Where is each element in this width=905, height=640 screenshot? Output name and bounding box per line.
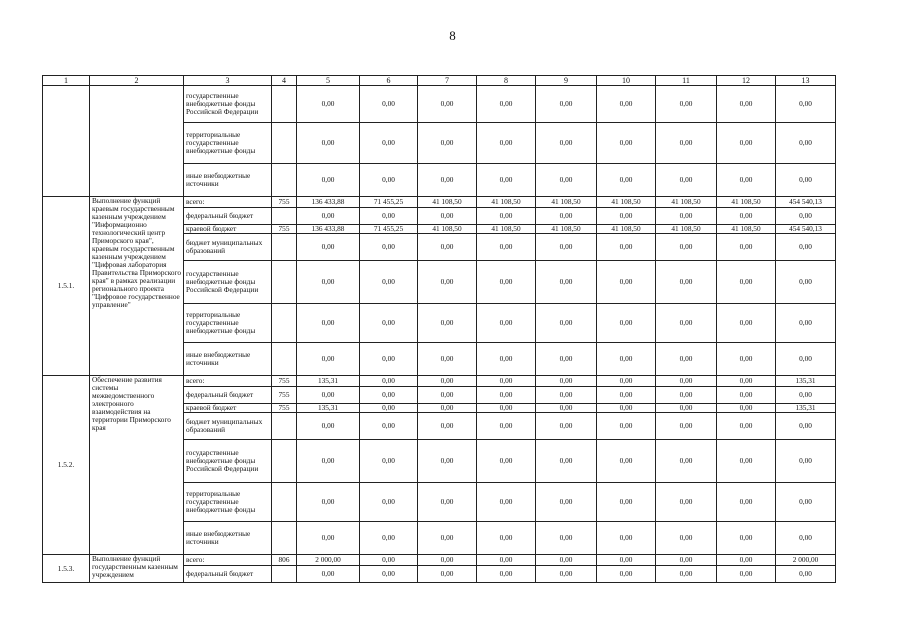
year-value: 0,00	[536, 376, 597, 387]
table-row	[43, 376, 836, 387]
budget-code	[272, 261, 297, 304]
year-value: 0,00	[656, 234, 717, 261]
year-value: 0,00	[360, 208, 418, 225]
year-value: 0,00	[717, 483, 776, 522]
funding-source: иные внебюджетные источники	[184, 343, 272, 376]
year-value: 136 433,88	[297, 197, 360, 208]
funding-source: государственные внебюджетные фонды Российской Федерации	[184, 86, 272, 123]
year-value: 0,00	[360, 483, 418, 522]
budget-code	[272, 234, 297, 261]
year-value: 0,00	[536, 566, 597, 583]
funding-source: иные внебюджетные источники	[184, 164, 272, 197]
year-value: 0,00	[418, 522, 477, 555]
total-value: 135,31	[776, 404, 836, 413]
year-value: 0,00	[360, 522, 418, 555]
year-value: 0,00	[418, 376, 477, 387]
year-value: 0,00	[477, 86, 536, 123]
budget-code	[272, 123, 297, 164]
year-value: 0,00	[717, 164, 776, 197]
item-number: 1.5.1.	[43, 197, 90, 376]
year-value: 71 455,25	[360, 197, 418, 208]
funding-source: бюджет муниципальных образований	[184, 413, 272, 440]
year-value: 0,00	[597, 522, 656, 555]
funding-source: всего:	[184, 376, 272, 387]
year-value: 0,00	[418, 164, 477, 197]
year-value: 0,00	[297, 440, 360, 483]
budget-code	[272, 413, 297, 440]
year-value: 0,00	[360, 440, 418, 483]
year-value: 0,00	[360, 555, 418, 566]
total-value: 0,00	[776, 86, 836, 123]
budget-code	[272, 304, 297, 343]
year-value: 0,00	[717, 261, 776, 304]
year-value: 0,00	[597, 86, 656, 123]
total-value: 135,31	[776, 376, 836, 387]
budget-code	[272, 164, 297, 197]
header-cell: 8	[477, 76, 536, 86]
year-value: 0,00	[656, 261, 717, 304]
year-value: 0,00	[536, 304, 597, 343]
year-value: 0,00	[717, 404, 776, 413]
year-value: 0,00	[477, 164, 536, 197]
funding-source: краевой бюджет	[184, 225, 272, 234]
year-value: 0,00	[536, 483, 597, 522]
year-value: 0,00	[597, 208, 656, 225]
year-value: 0,00	[297, 343, 360, 376]
year-value: 0,00	[656, 343, 717, 376]
budget-code: 755	[272, 225, 297, 234]
year-value: 0,00	[536, 413, 597, 440]
table-row	[43, 555, 836, 566]
header-cell: 1	[43, 76, 90, 86]
year-value: 0,00	[656, 404, 717, 413]
year-value: 0,00	[536, 522, 597, 555]
total-value: 0,00	[776, 208, 836, 225]
year-value: 0,00	[360, 304, 418, 343]
total-value: 0,00	[776, 522, 836, 555]
year-value: 0,00	[597, 387, 656, 404]
total-value: 2 000,00	[776, 555, 836, 566]
year-value: 0,00	[477, 555, 536, 566]
year-value: 0,00	[536, 208, 597, 225]
budget-table	[42, 75, 836, 583]
year-value: 0,00	[597, 566, 656, 583]
year-value: 0,00	[418, 566, 477, 583]
year-value: 0,00	[418, 234, 477, 261]
header-cell: 10	[597, 76, 656, 86]
year-value: 0,00	[297, 261, 360, 304]
year-value: 0,00	[297, 234, 360, 261]
year-value: 0,00	[656, 483, 717, 522]
budget-code	[272, 566, 297, 583]
funding-source: федеральный бюджет	[184, 566, 272, 583]
table-row	[43, 197, 836, 208]
total-value: 0,00	[776, 413, 836, 440]
year-value: 0,00	[536, 555, 597, 566]
header-cell: 12	[717, 76, 776, 86]
budget-code	[272, 86, 297, 123]
year-value: 0,00	[477, 413, 536, 440]
budget-code: 755	[272, 376, 297, 387]
year-value: 0,00	[536, 387, 597, 404]
year-value: 0,00	[477, 404, 536, 413]
year-value: 0,00	[360, 566, 418, 583]
year-value: 0,00	[717, 387, 776, 404]
year-value: 0,00	[360, 164, 418, 197]
year-value: 0,00	[418, 261, 477, 304]
year-value: 135,31	[297, 404, 360, 413]
year-value: 0,00	[536, 404, 597, 413]
header-cell: 13	[776, 76, 836, 86]
budget-code	[272, 483, 297, 522]
year-value: 0,00	[656, 86, 717, 123]
funding-source: бюджет муниципальных образований	[184, 234, 272, 261]
total-value: 0,00	[776, 261, 836, 304]
year-value: 0,00	[297, 86, 360, 123]
year-value: 41 108,50	[597, 197, 656, 208]
page-number: 8	[449, 28, 456, 43]
year-value: 0,00	[536, 86, 597, 123]
year-value: 0,00	[717, 86, 776, 123]
item-number: 1.5.3.	[43, 555, 90, 583]
year-value: 0,00	[477, 387, 536, 404]
item-number	[43, 86, 90, 197]
year-value: 41 108,50	[477, 225, 536, 234]
year-value: 0,00	[597, 483, 656, 522]
year-value: 0,00	[360, 261, 418, 304]
year-value: 41 108,50	[597, 225, 656, 234]
year-value: 41 108,50	[656, 225, 717, 234]
item-name: Выполнение функций краевым государственным казенным учреждением "Информационно технологический центр Приморского края", краевым государственным казенным учреждением "Цифровая лаборатория Правительства Приморского края" в рамках реализации регионального проекта "Цифровое государственное управление"	[90, 197, 184, 376]
year-value: 0,00	[360, 234, 418, 261]
year-value: 0,00	[717, 566, 776, 583]
year-value: 0,00	[360, 404, 418, 413]
year-value: 0,00	[297, 123, 360, 164]
header-cell: 3	[184, 76, 272, 86]
year-value: 0,00	[418, 387, 477, 404]
budget-code	[272, 208, 297, 225]
total-value: 0,00	[776, 164, 836, 197]
item-name: Выполнение функций государственным казенным учреждением	[90, 555, 184, 583]
year-value: 0,00	[656, 208, 717, 225]
total-value: 0,00	[776, 566, 836, 583]
header-row	[43, 76, 836, 86]
item-name: Обеспечение развития системы межведомственного электронного взаимодействия на территории Приморского края	[90, 376, 184, 555]
funding-source: территориальные государственные внебюджетные фонды	[184, 304, 272, 343]
year-value: 0,00	[717, 555, 776, 566]
header-cell: 4	[272, 76, 297, 86]
year-value: 0,00	[536, 234, 597, 261]
total-value: 0,00	[776, 483, 836, 522]
year-value: 0,00	[477, 522, 536, 555]
year-value: 0,00	[717, 413, 776, 440]
year-value: 0,00	[656, 387, 717, 404]
header-cell: 7	[418, 76, 477, 86]
year-value: 41 108,50	[418, 197, 477, 208]
year-value: 0,00	[360, 413, 418, 440]
year-value: 0,00	[477, 483, 536, 522]
year-value: 0,00	[536, 440, 597, 483]
year-value: 0,00	[656, 376, 717, 387]
year-value: 0,00	[418, 555, 477, 566]
year-value: 2 000,00	[297, 555, 360, 566]
year-value: 0,00	[536, 164, 597, 197]
year-value: 0,00	[656, 123, 717, 164]
year-value: 71 455,25	[360, 225, 418, 234]
year-value: 0,00	[418, 483, 477, 522]
total-value: 0,00	[776, 304, 836, 343]
year-value: 0,00	[477, 261, 536, 304]
year-value: 0,00	[656, 522, 717, 555]
year-value: 0,00	[597, 413, 656, 440]
total-value: 454 540,13	[776, 225, 836, 234]
year-value: 0,00	[717, 123, 776, 164]
year-value: 0,00	[597, 304, 656, 343]
header-cell: 6	[360, 76, 418, 86]
year-value: 0,00	[717, 522, 776, 555]
year-value: 0,00	[418, 86, 477, 123]
total-value: 0,00	[776, 343, 836, 376]
item-name	[90, 86, 184, 197]
year-value: 0,00	[418, 343, 477, 376]
year-value: 0,00	[477, 208, 536, 225]
year-value: 41 108,50	[536, 225, 597, 234]
total-value: 0,00	[776, 440, 836, 483]
funding-source: территориальные государственные внебюджетные фонды	[184, 483, 272, 522]
year-value: 0,00	[297, 566, 360, 583]
year-value: 41 108,50	[717, 197, 776, 208]
year-value: 0,00	[297, 208, 360, 225]
item-number: 1.5.2.	[43, 376, 90, 555]
funding-source: всего:	[184, 555, 272, 566]
year-value: 0,00	[297, 522, 360, 555]
total-value: 0,00	[776, 123, 836, 164]
year-value: 41 108,50	[536, 197, 597, 208]
funding-source: федеральный бюджет	[184, 387, 272, 404]
header-cell: 11	[656, 76, 717, 86]
year-value: 0,00	[656, 440, 717, 483]
budget-code: 755	[272, 197, 297, 208]
year-value: 135,31	[297, 376, 360, 387]
header-cell: 5	[297, 76, 360, 86]
total-value: 454 540,13	[776, 197, 836, 208]
year-value: 0,00	[477, 304, 536, 343]
year-value: 0,00	[418, 404, 477, 413]
funding-source: иные внебюджетные источники	[184, 522, 272, 555]
year-value: 0,00	[656, 566, 717, 583]
year-value: 0,00	[360, 387, 418, 404]
year-value: 0,00	[597, 123, 656, 164]
year-value: 136 433,88	[297, 225, 360, 234]
budget-code	[272, 440, 297, 483]
year-value: 0,00	[597, 555, 656, 566]
year-value: 0,00	[597, 164, 656, 197]
year-value: 0,00	[477, 440, 536, 483]
year-value: 0,00	[477, 376, 536, 387]
year-value: 0,00	[418, 413, 477, 440]
year-value: 0,00	[717, 440, 776, 483]
year-value: 0,00	[418, 208, 477, 225]
year-value: 41 108,50	[717, 225, 776, 234]
header-cell: 2	[90, 76, 184, 86]
year-value: 0,00	[418, 304, 477, 343]
year-value: 0,00	[418, 123, 477, 164]
budget-code: 806	[272, 555, 297, 566]
funding-source: краевой бюджет	[184, 404, 272, 413]
budget-code: 755	[272, 404, 297, 413]
year-value: 0,00	[297, 413, 360, 440]
year-value: 0,00	[360, 343, 418, 376]
year-value: 0,00	[297, 483, 360, 522]
year-value: 0,00	[656, 413, 717, 440]
funding-source: территориальные государственные внебюджетные фонды	[184, 123, 272, 164]
year-value: 0,00	[477, 566, 536, 583]
year-value: 41 108,50	[477, 197, 536, 208]
year-value: 41 108,50	[418, 225, 477, 234]
year-value: 0,00	[597, 440, 656, 483]
year-value: 0,00	[597, 376, 656, 387]
table-row	[43, 86, 836, 123]
budget-code: 755	[272, 387, 297, 404]
year-value: 0,00	[717, 304, 776, 343]
year-value: 0,00	[477, 123, 536, 164]
year-value: 0,00	[536, 261, 597, 304]
year-value: 0,00	[597, 261, 656, 304]
budget-code	[272, 522, 297, 555]
year-value: 0,00	[297, 304, 360, 343]
total-value: 0,00	[776, 234, 836, 261]
year-value: 0,00	[360, 86, 418, 123]
total-value: 0,00	[776, 387, 836, 404]
year-value: 0,00	[477, 234, 536, 261]
year-value: 0,00	[597, 404, 656, 413]
header-cell: 9	[536, 76, 597, 86]
year-value: 41 108,50	[656, 197, 717, 208]
year-value: 0,00	[717, 376, 776, 387]
year-value: 0,00	[717, 343, 776, 376]
year-value: 0,00	[477, 343, 536, 376]
year-value: 0,00	[536, 343, 597, 376]
year-value: 0,00	[656, 164, 717, 197]
year-value: 0,00	[360, 123, 418, 164]
year-value: 0,00	[418, 440, 477, 483]
funding-source: государственные внебюджетные фонды Российской Федерации	[184, 440, 272, 483]
year-value: 0,00	[656, 555, 717, 566]
year-value: 0,00	[717, 208, 776, 225]
funding-source: государственные внебюджетные фонды Российской Федерации	[184, 261, 272, 304]
year-value: 0,00	[597, 343, 656, 376]
year-value: 0,00	[360, 376, 418, 387]
year-value: 0,00	[717, 234, 776, 261]
year-value: 0,00	[297, 387, 360, 404]
year-value: 0,00	[656, 304, 717, 343]
year-value: 0,00	[536, 123, 597, 164]
budget-code	[272, 343, 297, 376]
year-value: 0,00	[297, 164, 360, 197]
funding-source: всего:	[184, 197, 272, 208]
funding-source: федеральный бюджет	[184, 208, 272, 225]
year-value: 0,00	[597, 234, 656, 261]
